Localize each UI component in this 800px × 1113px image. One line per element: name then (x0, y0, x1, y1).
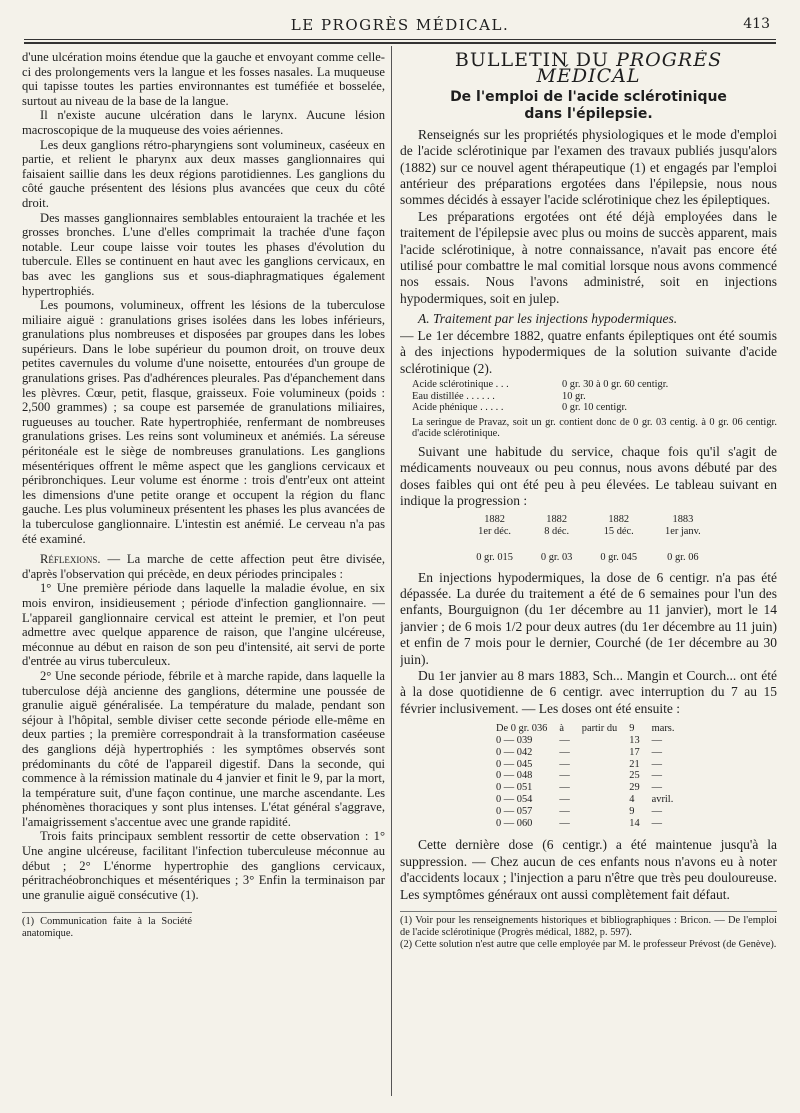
table-row (462, 514, 714, 526)
paragraph: d'une ulcération moins étendue que la gauche et envoyant comme celle-ci des prolongements vers la langue et les fosses nasales. La muqueuse qui tapisse toutes les parties environnantes est tuméfiée et bosselée, surtout au niveau de la base de la langue. (22, 50, 385, 108)
table-cell: — (559, 758, 570, 770)
table-row (490, 794, 680, 806)
bulletin-heading-italic: PROGRÈS MÉDICAL (536, 50, 723, 88)
table-cell: 15 déc. (603, 525, 634, 537)
table-cell: mars. (651, 723, 675, 735)
bulletin-heading (400, 50, 777, 88)
table-cell: 9 (629, 805, 635, 817)
formula-note: La seringue de Pravaz, soit un gr. contient donc de 0 gr. 03 centig. à 0 gr. 06 centigr. d'acide sclérotinique. (412, 416, 777, 440)
reflexions-paragraph (22, 552, 385, 581)
table-cell: — (559, 770, 570, 782)
formula (412, 379, 777, 414)
right-column (400, 50, 777, 1105)
table-cell: 0 gr. 06 (667, 551, 699, 563)
table-spacer (462, 538, 714, 552)
column-divider (391, 46, 392, 1096)
formula-ingredient: Acide phénique . . . . . (412, 402, 504, 414)
table-cell (576, 747, 624, 759)
period-paragraph: 2° Une seconde période, fébrile et à marche rapide, dans laquelle la tuberculose déjà ancienne des ganglions, détermine une poussée de granulie aiguë généralisée. La température du malade, pendant son séjour à l'hôpital, semble diviser cette seconde période elle-même en deux parties ; la première correspondrait à la transformation caséeuse des ganglions déjà hypertrophiés : les symptômes observés sont prédominants du côté de l'appareil digestif. Dans la seconde, qui commence à la rémission matinale du 4 janvier et finit le 9, par la mort, la température suit, d'une façon continue, une marche ascendante. Les phénomènes thoraciques y sont plus intenses. L'état général s'aggrave, l'amaigrissement s'accentue avec une grande rapidité. (22, 668, 385, 829)
table-cell: avril. (651, 793, 674, 805)
dose-schedule-table (490, 723, 680, 829)
footnote: (1) Communication faite à la Société anatomique. (22, 916, 192, 940)
table-cell: à (559, 723, 564, 735)
table-cell: 1882 (546, 513, 568, 525)
table-cell: 17 (629, 746, 640, 758)
paragraph: En injections hypodermiques, la dose de 6 centigr. n'a pas été dépassée. La durée du traitement a été de 6 semaines pour l'un des enfants, Bourguignon (du 1er décembre au 11 janvier), mort le 14 janvier ; de 6 mois 1/2 pour deux autres (du 1er décembre au 11 juin) et enfin de 7 mois pour le dernier, Courché (de 1er décembre au 30 juin). (400, 569, 777, 667)
table-cell: 1882 (608, 513, 630, 525)
article-title (400, 89, 777, 123)
table-cell: 8 déc. (544, 525, 570, 537)
article-title-line: De l'emploi de l'acide sclérotinique (450, 88, 727, 105)
period-paragraph: Trois faits principaux semblent ressortir de cette observation : 1° Une angine ulcéreuse, facilitant l'infection tuberculeuse méconnue au début ; 2° L'énorme hypertrophie des ganglions cervicaux, péritrachéobronchiques et mésentériques ; 3° Enfin la terminaison par une granulie aiguë consécutive (1). (22, 829, 385, 902)
table-cell: 0 — 057 (496, 805, 533, 817)
paragraph: Cette dernière dose (6 centigr.) a été maintenue jusqu'à la suppression. — Chez aucun de ces enfants nous n'avons eu à noter d'accidents locaux ; l'injection a paru n'être que très peu douloureuse. Les symptômes généraux ont aussi complètement fait défaut. (400, 837, 777, 902)
table-row (462, 552, 714, 564)
header-rule (24, 39, 776, 40)
table-cell: — (559, 793, 570, 805)
paragraph: Renseignés sur les propriétés physiologiques et le mode d'emploi de l'acide sclérotinique par l'examen des travaux publiés jusqu'alors (1882) sur ce nouvel agent thérapeutique (1) et engagés par l'emploi antérieur des préparations ergotées dans l'épilepsie, nous nous sommes décidés à essayer l'acide sclérotinique chez les épileptiques. (400, 126, 777, 208)
table-cell (576, 782, 624, 794)
table-cell: 0 — 054 (496, 793, 533, 805)
formula-dose: 0 gr. 10 centigr. (562, 402, 627, 414)
table-header-row (490, 723, 680, 735)
table-row (490, 735, 680, 747)
table-cell (576, 735, 624, 747)
table-row (462, 526, 714, 538)
table-cell: 0 — 045 (496, 758, 533, 770)
table-cell (576, 759, 624, 771)
table-cell: 1883 (672, 513, 694, 525)
table-cell: — (559, 782, 570, 794)
paragraph: Des masses ganglionnaires semblables entouraient la trachée et les grosses bronches. L'une d'elles comprimait la trachée d'une façon notable. Leur coupe laisse voir toutes les phases d'évolution du tubercule. Elles se continuent en haut avec les ganglions cervicaux, en bas avec les ganglions sus et sous-diaphragmatiques également hypertrophiés. (22, 210, 385, 298)
running-head (24, 14, 776, 38)
table-cell: partir du (581, 723, 618, 735)
table-row (490, 818, 680, 830)
table-cell: 4 (629, 793, 635, 805)
table-cell: — (651, 734, 663, 746)
table-cell: — (651, 758, 663, 770)
paragraph: Du 1er janvier au 8 mars 1883, Sch... Mangin et Courch... ont été à la dose quotidienne de 6 centigr. avec interruption du 7 au 15 février inclusivement. — Les doses ont été ensuite : (400, 667, 777, 716)
paragraph: Il n'existe aucune ulcération dans le larynx. Aucune lésion macroscopique de la muqueuse des voies aériennes. (22, 108, 385, 137)
formula-row (412, 379, 777, 391)
formula-row (412, 402, 777, 414)
reflexions-label: Réflexions. (40, 552, 101, 567)
table-cell: — (559, 805, 570, 817)
progression-table (462, 514, 714, 564)
paragraph: Suivant une habitude du service, chaque fois qu'il s'agit de médicaments nouveaux ou peu connus, nous avons débuté par des doses faibles qui ont été peu à peu élevées. Le tableau suivant en indique la progression : (400, 443, 777, 509)
section-heading: A. Traitement par les injections hypodermiques. (418, 311, 678, 327)
table-cell: 0 — 048 (496, 770, 533, 782)
bulletin-heading-plain: BULLETIN DU (454, 50, 617, 71)
table-cell: 0 — 060 (496, 817, 533, 829)
table-cell: 9 (629, 723, 635, 735)
table-cell: — (651, 805, 663, 817)
formula-dose: 10 gr. (562, 390, 586, 402)
table-cell: 0 — 051 (496, 782, 533, 794)
table-cell: 0 gr. 015 (476, 551, 513, 563)
paragraph: Les poumons, volumineux, offrent les lésions de la tuberculose miliaire aiguë : granulations grises isolées dans les lobes inférieurs, granulations plus nombreuses et disposées par groupes dans les lobes supérieurs. Dans le lobe supérieur du poumon droit, on trouve deux petites cavernules du volume d'une noisette, entourées d'un groupe de granulations grises. Pas d'adhérences pleurales. Pas d'épanchement dans les plèvres. Cœur, petit, flasque, graisseux. Foie volumineux (poids : 2,500 grammes) ; sa coupe est parsemée de granulations miliaires, rugueuses au toucher. Rate hypertrophiée, renfermant de nombreuses granulations grises. Les reins sont volumineux et anémiés. La séreuse péritonéale est le siège de nombreuses granulations. Les ganglions mésentériques offrent le même aspect que les ganglions cervicaux et péribronchiques. Leur volume est énorme : trois d'entr'eux ont atteint les dimensions d'une petite orange et occupent la région du flanc gauche. Les plus volumineux présentent les phases les plus avancées de la tuberculose ganglionnaire. L'intestin est anémié. Le cerveau n'a pas été examiné. (22, 298, 385, 546)
table-cell: 0 — 042 (496, 746, 533, 758)
footnote: (1) Voir pour les renseignements historiques et bibliographiques : Bricon. — De l'emploi de l'acide sclérotinique (Progrès médical, 1882, p. 597). (400, 914, 777, 938)
formula-ingredient: Eau distillée . . . . . . (412, 390, 495, 402)
table-cell: 0 gr. 03 (540, 551, 573, 563)
table-cell: 25 (629, 770, 640, 782)
table-cell: 14 (629, 817, 640, 829)
table-cell: — (651, 746, 663, 758)
table-row (490, 782, 680, 794)
table-cell (576, 806, 624, 818)
table-cell: — (559, 746, 570, 758)
table-cell: 21 (629, 758, 640, 770)
paragraph: — Le 1er décembre 1882, quatre enfants épileptiques ont été soumis à des injections hypodermiques de la solution suivante d'acide sclérotinique (2). (400, 327, 777, 376)
table-cell (576, 770, 624, 782)
table-cell: — (559, 817, 570, 829)
table-cell: — (651, 782, 663, 794)
left-column (22, 50, 385, 1105)
table-row (490, 747, 680, 759)
left-footnotes (22, 912, 192, 940)
formula-dose: 0 gr. 30 à 0 gr. 60 centigr. (562, 378, 669, 390)
paragraph: Les deux ganglions rétro-pharyngiens sont volumineux, caséeux en partie, et relient le pharynx aux deux masses ganglionnaires qui faisaient saillie dans les deux régions parotidiennes. Les ganglions du côté gauche présentent des lésions plus avancées que ceux du côté droit. (22, 137, 385, 210)
table-cell: De 0 gr. 036 (496, 723, 548, 735)
table-cell: 0 — 039 (496, 734, 533, 746)
formula-row (412, 391, 777, 403)
table-row (490, 770, 680, 782)
header-rule-thick (24, 42, 776, 44)
table-cell (576, 794, 624, 806)
reflexions-text: — La marche de cette affection peut être divisée, d'après l'observation qui précède, en deux périodes principales : (22, 552, 385, 581)
table-cell: — (651, 770, 663, 782)
right-footnotes (400, 911, 777, 950)
paragraph: Les préparations ergotées ont été déjà employées dans le traitement de l'épilepsie avec plus ou moins de succès apparent, mais l'acide sclérotinique, à notre connaissance, n'avait pas encore été utilisé pour combattre le mal comitial lorsque nous avons commencé nos essais. Nous l'avons administré, soit en injections hypodermiques, soit en julep. (400, 208, 777, 306)
table-cell: 0 gr. 045 (600, 551, 638, 563)
period-paragraph: 1° Une première période dans laquelle la maladie évolue, en six mois environ, insidieusement ; période d'infection ganglionnaire. — L'appareil ganglionnaire cervical est atteint le premier, et l'on peut admettre avec quelque apparence de raison, que l'angine ulcéreuse, méconnue au début en raison de son peu d'intensité, ait servi de porte d'entrée au virus tuberculeux. (22, 581, 385, 669)
table-cell: — (651, 817, 663, 829)
table-cell: 1er janv. (665, 525, 701, 537)
article-title-line: dans l'épilepsie. (524, 105, 653, 122)
table-cell: 13 (629, 734, 640, 746)
table-row (490, 806, 680, 818)
table-row (490, 759, 680, 771)
formula-ingredient: Acide sclérotinique . . . (412, 378, 509, 390)
table-cell: 1er déc. (478, 525, 512, 537)
table-cell (576, 818, 624, 830)
table-cell: 1882 (484, 513, 505, 525)
page-number: 413 (743, 16, 770, 32)
journal-title: LE PROGRÈS MÉDICAL. (290, 16, 510, 34)
table-cell: — (559, 734, 570, 746)
footnote: (2) Cette solution n'est autre que celle employée par M. le professeur Prévost (de Genève). (400, 938, 777, 950)
table-cell: 29 (629, 782, 640, 794)
